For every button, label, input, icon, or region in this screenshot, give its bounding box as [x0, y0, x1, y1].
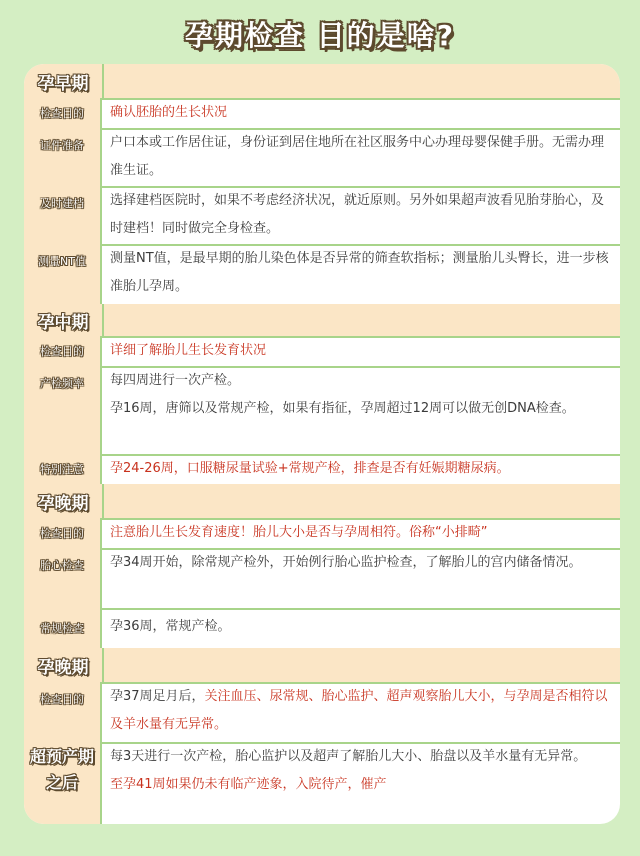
- row-text-part: 孕37周足月后，: [110, 689, 205, 704]
- row-text: [110, 742, 614, 799]
- table-row: [24, 548, 620, 610]
- row-label: 常规检查: [40, 622, 84, 635]
- row-label: 产检频率: [40, 377, 84, 390]
- row-label: 测量NT值: [38, 255, 86, 268]
- row-text: 选择建档医院时，如果不考虑经济状况，就近原则。另外如果超声波看见胎芽胎心，及时建档！同时做完全身检查。: [110, 193, 605, 236]
- table-row: [24, 682, 620, 744]
- row-text: 详细了解胎儿生长发育状况: [110, 343, 267, 358]
- section-label: 孕晚期: [24, 648, 104, 682]
- row-text-line: 每3天进行一次产检，胎心监护以及超声了解胎儿大小、胎盘以及羊水量有无异常。: [110, 749, 587, 764]
- row-text-line: 孕16周，唐筛以及常规产检，如果有指征，孕周超过12周可以做无创DNA检查。: [110, 401, 575, 416]
- row-text-line-highlight: 至孕41周如果仍未有临产迹象，入院待产，催产: [110, 777, 387, 792]
- section-header-late: [24, 484, 620, 520]
- section-label: 孕中期: [24, 304, 104, 336]
- section-header-final: [24, 648, 620, 684]
- table-row: [24, 336, 620, 368]
- row-label: 胎心检查: [40, 559, 84, 572]
- row-label: 检查目的: [40, 345, 84, 358]
- row-text: 注意胎儿生长发育速度！胎儿大小是否与孕周相符。俗称“小排畸”: [110, 525, 488, 540]
- table-row: [24, 518, 620, 550]
- section-label: 孕早期: [24, 64, 104, 98]
- row-text: 孕34周开始，除常规产检外，开始例行胎心监护检查，了解胎儿的宫内储备情况。: [110, 555, 582, 570]
- row-label: 检查目的: [40, 107, 84, 120]
- table-row: [24, 128, 620, 188]
- table-row: [24, 608, 620, 650]
- row-label: 特别注意: [40, 463, 84, 476]
- table-row: [24, 454, 620, 486]
- table-row: [24, 244, 620, 306]
- row-label: 检查目的: [40, 527, 84, 540]
- row-label: 及时建档: [40, 197, 84, 210]
- row-label: 超预产期之后: [29, 747, 94, 792]
- row-text: 测量NT值，是最早期的胎儿染色体是否异常的筛查软指标；测量胎儿头臀长，进一步核准胎儿孕周。: [110, 251, 609, 294]
- row-label: 证件准备: [40, 139, 84, 152]
- page-title: 孕期检查 目的是啥?: [185, 19, 455, 52]
- section-label: 孕晚期: [24, 484, 104, 518]
- row-text-part-highlight: 关注血压、尿常规、胎心监护、超声观察胎儿大小，与孕周是否相符以及羊水量有无异常。: [110, 689, 608, 732]
- section-header-mid: [24, 304, 620, 338]
- row-text: 孕36周，常规产检。: [110, 619, 231, 634]
- row-text-line: 每四周进行一次产检。: [110, 373, 241, 388]
- row-label: 检查目的: [40, 693, 84, 706]
- row-text: 户口本或工作居住证，身份证到居住地所在社区服务中心办理母婴保健手册。无需办理准生证。: [110, 135, 605, 178]
- row-text: 确认胚胎的生长状况: [110, 105, 228, 120]
- row-text: [110, 682, 614, 739]
- section-header-early: [24, 64, 620, 100]
- table-row: [24, 366, 620, 456]
- checkup-table: [24, 64, 620, 824]
- row-text: 孕24-26周，口服糖尿量试验+常规产检，排查是否有妊娠期糖尿病。: [110, 461, 510, 476]
- row-text: [110, 366, 614, 423]
- table-row: [24, 742, 620, 824]
- table-row: [24, 186, 620, 246]
- table-row: [24, 98, 620, 130]
